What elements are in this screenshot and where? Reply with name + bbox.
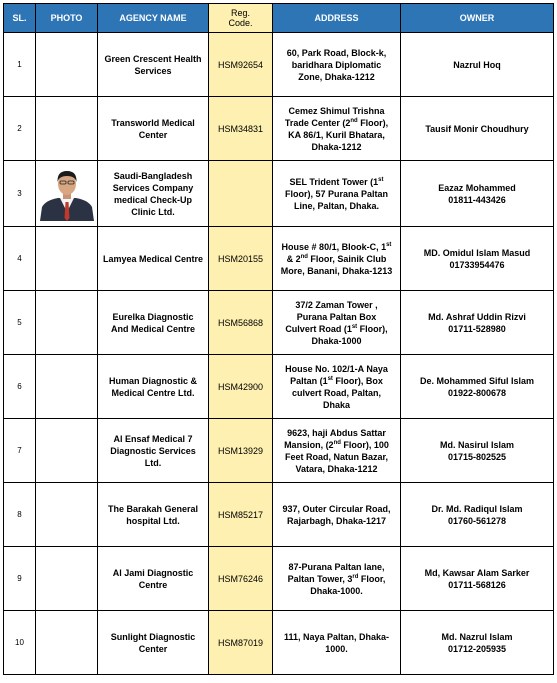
header-reg-code xyxy=(209,4,273,33)
owner-cell xyxy=(401,227,554,291)
reg-code-cell xyxy=(209,483,273,547)
agency-name-line: hospital Ltd. xyxy=(126,515,180,526)
agency-name-cell xyxy=(98,227,209,291)
agency-name-line: Human Diagnostic & xyxy=(108,375,197,386)
photo-cell xyxy=(36,161,98,227)
agency-name-line: The Barakah General xyxy=(107,503,199,514)
address-cell xyxy=(273,483,401,547)
header-photo: PHOTO xyxy=(36,4,98,33)
serial-number: 2 xyxy=(17,123,22,133)
ordinal-suffix: rd xyxy=(352,573,359,580)
reg-code-cell xyxy=(209,419,273,483)
serial-number-cell xyxy=(4,33,36,97)
reg-code: HSM85217 xyxy=(217,509,264,520)
address-text: Paltan (1 xyxy=(290,375,328,386)
header-address: ADDRESS xyxy=(273,4,401,33)
owner-line: Md. Ashraf Uddin Rizvi xyxy=(428,311,526,322)
reg-code: HSM13929 xyxy=(217,445,264,456)
agency-name-line: Medical Centre Ltd. xyxy=(111,387,195,398)
address-text: Dhaka-1000. xyxy=(310,585,363,596)
agency-name-line: Al Ensaf Medical 7 xyxy=(113,433,193,444)
agency-name-line: Services xyxy=(134,65,172,76)
agency-name-cell xyxy=(98,291,209,355)
serial-number: 5 xyxy=(17,317,22,327)
table-row xyxy=(4,291,554,355)
owner-cell xyxy=(401,611,554,675)
reg-code: HSM87019 xyxy=(217,637,264,648)
owner-line: De. Mohammed Siful Islam xyxy=(419,375,535,386)
serial-number: 9 xyxy=(17,573,22,583)
owner-line: Tausif Monir Choudhury xyxy=(425,123,529,134)
agency-name-cell xyxy=(98,611,209,675)
owner-line: Dr. Md. Radiqul Islam xyxy=(431,503,523,514)
address-text: Mansion, (2 xyxy=(284,439,334,450)
agency-name-line: Centre xyxy=(138,579,168,590)
agency-name-line: Green Crescent Health xyxy=(104,53,202,64)
reg-code: HSM34831 xyxy=(217,123,264,134)
serial-number: 7 xyxy=(17,445,22,455)
owner-line: Nazrul Hoq xyxy=(453,59,501,70)
ordinal-suffix: st xyxy=(378,176,384,183)
agency-name-cell xyxy=(98,419,209,483)
reg-code-cell xyxy=(209,355,273,419)
address-text: Cemez Shimul Trishna xyxy=(288,105,385,116)
address-text: Floor), xyxy=(357,323,388,334)
address-text: Floor), 57 Purana Paltan xyxy=(284,188,389,199)
agency-name-line: Center xyxy=(138,129,168,140)
ordinal-suffix: nd xyxy=(350,117,358,124)
owner-line: Md. Nasirul Islam xyxy=(439,439,515,450)
serial-number: 10 xyxy=(15,637,24,647)
address-text: 937, Outer Circular Road, xyxy=(282,503,391,514)
address-cell xyxy=(273,161,401,227)
address-text: Purana Paltan Box xyxy=(296,311,377,322)
agency-name-line: Saudi-Bangladesh xyxy=(113,170,193,181)
address-text: Floor), Box xyxy=(332,375,383,386)
table-row xyxy=(4,483,554,547)
photo-cell xyxy=(36,419,98,483)
address-text: House # 80/1, Blook-C, 1 xyxy=(281,241,387,252)
header-agency-name: AGENCY NAME xyxy=(98,4,209,33)
ordinal-suffix: st xyxy=(351,323,358,330)
agency-name-line: Center xyxy=(138,643,168,654)
address-text: Floor, xyxy=(358,573,386,584)
header-reg-line-1: Reg. xyxy=(230,8,250,18)
owner-cell xyxy=(401,33,554,97)
serial-number-cell xyxy=(4,227,36,291)
agency-table xyxy=(3,3,554,675)
owner-cell xyxy=(401,355,554,419)
header-row xyxy=(4,4,554,33)
address-text: House No. 102/1-A Naya xyxy=(285,363,388,374)
reg-code-cell xyxy=(209,227,273,291)
agency-name-cell xyxy=(98,33,209,97)
owner-line: Md, Kawsar Alam Sarker xyxy=(424,567,530,578)
serial-number: 6 xyxy=(17,381,22,391)
agency-name-line: medical Check-Up xyxy=(113,194,193,205)
agency-name-line: Al Jami Diagnostic xyxy=(112,567,194,578)
table-row xyxy=(4,33,554,97)
ordinal-suffix: nd xyxy=(333,439,341,446)
ordinal-suffix: st xyxy=(386,241,392,248)
address-cell xyxy=(273,33,401,97)
serial-number-cell xyxy=(4,611,36,675)
reg-code-cell xyxy=(209,33,273,97)
agency-name-line: Lamyea Medical Centre xyxy=(102,253,204,264)
photo-cell xyxy=(36,227,98,291)
address-text: culvert Road, Paltan, xyxy=(291,387,382,398)
agency-name-line: Sunlight Diagnostic xyxy=(110,631,196,642)
address-text: Dhaka xyxy=(322,399,350,410)
serial-number: 4 xyxy=(17,253,22,263)
address-text: 1000. xyxy=(325,643,348,654)
address-cell xyxy=(273,611,401,675)
owner-cell xyxy=(401,419,554,483)
reg-code-cell xyxy=(209,97,273,161)
serial-number-cell xyxy=(4,483,36,547)
owner-photo xyxy=(38,167,96,221)
address-text: 9623, haji Abdus Sattar xyxy=(287,427,386,438)
serial-number: 8 xyxy=(17,509,22,519)
person-portrait-icon xyxy=(38,167,96,221)
address-text: 60, Park Road, Block-k, xyxy=(286,47,387,58)
address-text: Vatara, Dhaka-1212 xyxy=(295,463,378,474)
address-text: & 2 xyxy=(286,253,301,264)
serial-number-cell xyxy=(4,97,36,161)
address-text: SEL Trident Tower (1 xyxy=(289,176,379,187)
owner-cell xyxy=(401,483,554,547)
table-body xyxy=(4,33,554,675)
agency-name-line: Ltd. xyxy=(144,457,162,468)
agency-name-line: Clinic Ltd. xyxy=(131,206,175,217)
address-cell xyxy=(273,227,401,291)
owner-line: 01712-205935 xyxy=(447,643,507,654)
owner-line: Eazaz Mohammed xyxy=(438,182,516,193)
address-text: 37/2 Zaman Tower , xyxy=(295,299,378,310)
agency-name-cell xyxy=(98,355,209,419)
owner-line: Md. Nazrul Islam xyxy=(441,631,513,642)
address-text: 111, Naya Paltan, Dhaka- xyxy=(283,631,390,642)
table-row xyxy=(4,97,554,161)
photo-cell xyxy=(36,483,98,547)
agency-name-cell xyxy=(98,483,209,547)
table-row xyxy=(4,161,554,227)
reg-code-cell xyxy=(209,161,273,227)
reg-code-cell xyxy=(209,547,273,611)
address-text: More, Banani, Dhaka-1213 xyxy=(280,265,393,276)
owner-line: MD. Omidul Islam Masud xyxy=(423,247,531,258)
reg-code: HSM92654 xyxy=(217,59,264,70)
serial-number-cell xyxy=(4,547,36,611)
serial-number-cell xyxy=(4,355,36,419)
address-cell xyxy=(273,291,401,355)
agency-name-line: Transworld Medical xyxy=(111,117,195,128)
address-text: Dhaka-1000 xyxy=(311,335,362,346)
table-row xyxy=(4,355,554,419)
serial-number-cell xyxy=(4,291,36,355)
agency-name-line: And Medical Centre xyxy=(110,323,195,334)
address-cell xyxy=(273,419,401,483)
photo-cell xyxy=(36,291,98,355)
address-text: Paltan Tower, 3 xyxy=(287,573,353,584)
owner-cell xyxy=(401,97,554,161)
owner-line: 01922-800678 xyxy=(447,387,507,398)
ordinal-suffix: st xyxy=(327,375,333,382)
address-text: Floor, Sainik Club xyxy=(307,253,387,264)
address-text: Zone, Dhaka-1212 xyxy=(298,71,375,82)
table-row xyxy=(4,547,554,611)
agency-name-cell xyxy=(98,161,209,227)
address-text: Rajarbagh, Dhaka-1217 xyxy=(286,515,387,526)
serial-number: 3 xyxy=(17,188,22,198)
agency-name-cell xyxy=(98,547,209,611)
agency-name-line: Eurelka Diagnostic xyxy=(112,311,194,322)
header-sl: SL. xyxy=(4,4,36,33)
address-text: Floor), xyxy=(357,117,389,128)
owner-cell xyxy=(401,161,554,227)
agency-name-cell xyxy=(98,97,209,161)
address-text: 87-Purana Paltan lane, xyxy=(288,561,385,572)
reg-code-cell xyxy=(209,291,273,355)
serial-number-cell xyxy=(4,419,36,483)
address-text: Culvert Road (1 xyxy=(285,323,352,334)
address-cell xyxy=(273,547,401,611)
address-text: Dhaka-1212 xyxy=(311,141,362,152)
ordinal-suffix: nd xyxy=(300,253,308,260)
owner-line: 01715-802525 xyxy=(447,451,507,462)
table-row xyxy=(4,611,554,675)
address-text: baridhara Diplomatic xyxy=(291,59,382,70)
address-text: Line, Paltan, Dhaka. xyxy=(293,200,380,211)
address-cell xyxy=(273,97,401,161)
owner-line: 01711-528980 xyxy=(448,323,506,334)
address-text: Floor), 100 xyxy=(340,439,389,450)
owner-cell xyxy=(401,547,554,611)
photo-cell xyxy=(36,97,98,161)
agency-name-line: Services Company xyxy=(112,182,194,193)
photo-cell xyxy=(36,33,98,97)
address-text: Feet Road, Natun Bazar, xyxy=(284,451,389,462)
table-row xyxy=(4,419,554,483)
reg-code: HSM20155 xyxy=(217,253,264,264)
table-row xyxy=(4,227,554,291)
owner-cell xyxy=(401,291,554,355)
reg-code-cell xyxy=(209,611,273,675)
photo-cell xyxy=(36,355,98,419)
address-text: KA 86/1, Kuril Bhatara, xyxy=(288,129,385,140)
address-cell xyxy=(273,355,401,419)
reg-code: HSM42900 xyxy=(217,381,264,392)
photo-cell xyxy=(36,547,98,611)
header-reg-line-2: Code. xyxy=(228,18,253,28)
photo-cell xyxy=(36,611,98,675)
reg-code: HSM76246 xyxy=(217,573,264,584)
owner-line: 01811-443426 xyxy=(448,194,506,205)
agency-name-line: Diagnostic Services xyxy=(110,445,196,456)
owner-line: 01733954476 xyxy=(449,259,505,270)
header-owner: OWNER xyxy=(401,4,554,33)
address-text: Trade Center (2 xyxy=(284,117,351,128)
owner-line: 01760-561278 xyxy=(447,515,507,526)
serial-number-cell xyxy=(4,161,36,227)
serial-number: 1 xyxy=(17,59,22,69)
reg-code: HSM56868 xyxy=(217,317,264,328)
owner-line: 01711-568126 xyxy=(448,579,506,590)
